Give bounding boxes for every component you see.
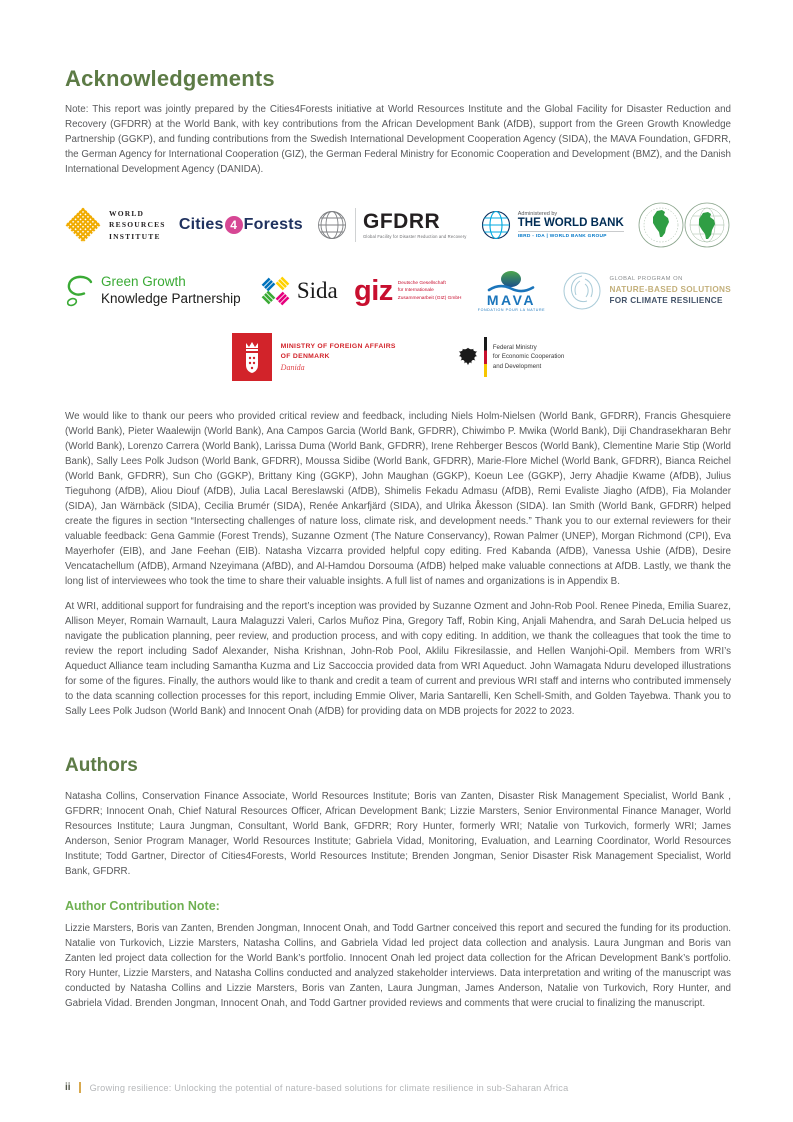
footer-divider: [79, 1082, 81, 1093]
nbs-fingerprint-globe-icon: [561, 270, 603, 312]
wri-weave-icon: [65, 207, 101, 243]
gfdrr-globe-icon: [316, 209, 348, 241]
logo-cities4forests: Cities 4 Forests: [178, 216, 303, 233]
mava-subtitle: FONDATION POUR LA NATURE: [477, 308, 546, 313]
sida-wordmark: Sida: [296, 278, 338, 303]
authors-paragraph: Natasha Collins, Conservation Finance Associate, World Resources Institute; Boris van Zanten, Disaster Risk Management Specialist, World Bank , GFDRR; Innocent Onah, Chief Natural Resources Officer, African Development Bank; Lizzie Marsters, Senior Environmental Finance Manager, World Resources Institute; Laura Jungman, Consultant, World Bank, GFDRR; Rory Hunter, formerly WRI; Natalie von Turkovich, formerly WRI; James Anderson, Senior Program Manager, World Resources Institute; Gabriela Vidad, Monitoring, Evaluation, and Learning Coordinator, World Resources Institute; Todd Gartner, Director of Cities4Forests, World Resources Institute; Brenden Jongman, Senior Disaster Risk Management Specialist, World Bank, GFDRR.: [65, 791, 731, 877]
footer-report-title: Growing resilience: Unlocking the potential of nature-based solutions for climate resilience in sub-Saharan Africa: [89, 1082, 569, 1093]
logo-sida: [257, 273, 338, 309]
danida-wordmark: MINISTRY OF FOREIGN AFFAIRS OF DENMARK Danida: [280, 343, 396, 372]
logo-afdb: [637, 201, 731, 249]
page-footer: [65, 1082, 568, 1093]
contribution-note-heading: Author Contribution Note:: [65, 899, 220, 913]
ggkp-wordmark: Green Growth Knowledge Partnership: [101, 274, 241, 306]
logo-wri: [65, 207, 166, 243]
world-bank-globe-icon: [480, 209, 512, 241]
logo-row-3: [65, 329, 731, 385]
giz-wordmark: giz: [354, 274, 393, 307]
gfdrr-divider: [355, 208, 356, 242]
logo-nbs-program: [561, 270, 731, 312]
mava-wordmark: MAVA: [486, 291, 537, 308]
bmz-eagle-icon: [456, 344, 480, 370]
ggkp-leaf-icon: [65, 274, 95, 308]
nbs-wordmark: GLOBAL PROGRAM ON NATURE-BASED SOLUTIONS FOR CLIMATE RESILIENCE: [609, 276, 731, 305]
paragraph-peers: We would like to thank our peers who provided critical review and feedback, including Niels Holm-Nielsen (World Bank, GFDRR), Francis Ghesquiere (World Bank), Pieter Waalewijn (World Bank), Ana Campos Garcia (World Bank, GFDRR), Chiwimbo P. Mwika (World Bank), Diji Chandrasekharan Behr (World Bank), Lorenzo Carrera (World Bank), Larissa Duma (World Bank, GFDRR), Irene Rehberger Bescos (World Bank), Clementine Marie Stip (World Bank), Sally Lees Polk Judson (World Bank, GFDRR), Moussa Sidibe (World Bank, GFDRR), Marie-Flore Michel (World Bank, GFDRR), Bianca Reichel (World Bank, GFDRR), Sun Cho (GGKP), Brittany King (GGKP), John Maughan (GGKP), Koeun Lee (GGKP), Jerry Ahadjie Kwame (AfDB), Julius Tieguhong (AfDB), Aliou Diouf (AfDB), Julia Lacal Bereslawski (AfDB), Shimelis Fekadu Admasu (AfDB), Remi Evaliste Jiagho (AfDB), Fia Molander (SIDA), Jan Wärnbäck (SIDA), Cecilia Brumér (SIDA), Renée Ankarfjärd (SIDA), and Ulrika Åkesson (SIDA). Ian Smith (World Bank, GFDRR) helped create the figures in section “Intersecting challenges of nature loss, climate risk, and development needs.” Thank you to our external reviewers for their valuable feedback: Gena Gammie (Forest Trends), Suzanne Ozment (The Nature Conservancy), Rowan Palmer (UNEP), Morgan Richmond (CPI), Eva Mayerhofer (EIB), and Jane Feehan (EIB). Natasha Vizcarra provided helpful copy editing. Fred Kabanda (AfDB), Vanessa Ushie (AfDB), Desire Vencatachellum (AfDB), Armand Nzeyimana (AfBD), and Al-Hamdou Dorsouma (AfDB) helped make valuable connections at AfDB. Lastly, we thank the long list of interviewees who took the time to share their valuable insights. A full list of names and organizations is in Appendix B.: [65, 411, 731, 587]
logo-mava: [478, 270, 545, 313]
note-paragraph: Note: This report was jointly prepared by the Cities4Forests initiative at World Resources Institute and the Global Facility for Disaster Reduction and Recovery (GFDRR) at the World Bank, with key contributions from the African Development Bank (AfDB), support from the Green Growth Knowledge Partnership (GGKP), and funding contributions from the Swedish International Development Cooperation Agency (SIDA), the MAVA Foundation, GFDRR, the German Agency for International Cooperation (GIZ), the German Federal Ministry for Economic Cooperation and Development (BMZ), and the Danish International Development Agency (DANIDA).: [65, 104, 731, 175]
wri-wordmark: WORLD RESOURCES INSTITUTE: [109, 208, 166, 241]
logo-ggkp: [65, 274, 241, 308]
giz-subtitle: Deutsche Gesellschaft für Internationale Zusammenarbeit (GIZ) GmbH: [397, 281, 462, 301]
danida-crest-icon: [232, 333, 272, 381]
afdb-emblems-icon: [637, 201, 731, 249]
logo-bmz: [456, 337, 565, 377]
logo-world-bank: [480, 209, 624, 241]
c4f-4-badge: 4: [225, 216, 243, 234]
sida-pinwheel-icon: [257, 273, 293, 309]
page-number: ii: [65, 1082, 71, 1093]
acknowledgement-body: [65, 409, 731, 719]
world-bank-wordmark: Administered by THE WORLD BANK IBRD - IDA | WORLD BANK GROUP: [517, 211, 624, 239]
logo-giz: [354, 274, 462, 307]
logo-gfdrr: [316, 208, 467, 242]
logo-danida: [232, 333, 396, 381]
authors-heading: Authors: [65, 755, 138, 776]
bmz-wordmark: Federal Ministry for Economic Cooperation and Development: [492, 344, 565, 370]
page-content: [65, 66, 731, 1021]
page-title: Acknowledgements: [65, 66, 275, 91]
logo-row-1: [65, 197, 731, 253]
bmz-tricolor-stripe: [484, 337, 487, 377]
gfdrr-wordmark: GFDRR Global Facility for Disaster Reduction and Recovery: [363, 210, 467, 239]
logo-row-2: [65, 263, 731, 319]
contribution-note-paragraph: Lizzie Marsters, Boris van Zanten, Brenden Jongman, Innocent Onah, and Todd Gartner conceived this report and secured the funding for its production. Natalie von Turkovich, Lizzie Marsters, Natasha Collins, and Gabriela Vidad led project data collection and analysis. Laura Jungman and Boris van Zanten led project data collection for the World Bank’s portfolio. Innocent Onah led project data collection for the African Development Bank’s portfolio. Rory Hunter, Lizzie Marsters, and Natasha Collins conducted and analyzed stakeholder interviews. Data interpretation and writing of the manuscript was conducted by Natasha Collins and Lizzie Marsters, Boris van Zanten, Laura Jungman, James Anderson, Natalie von Turkovich, Rory Hunter, and Gabriela Vidad. Brenden Jongman, Innocent Onah, and Todd Gartner provided reviews and comments that were crucial to finalizing the manuscript.: [65, 923, 731, 1009]
partner-logos: [65, 197, 731, 385]
paragraph-wri-support: At WRI, additional support for fundraising and the report’s inception was provided by Suzanne Ozment and John-Rob Pool. Renee Pineda, Emilia Suarez, Allison Meyer, Romain Warnault, Laura Malaguzzi Valeri, Carlos Muñoz Pina, Gregory Taff, Robin King, Anjali Mahendra, and Sarah DeLucia helped us navigate the publication planning, peer review, and production process, and with copy editing. In addition, we thank the colleagues that took the time to review the report including Sadof Alexander, Nisha Krishnan, John-Rob Pool, Aklilu Fikresilassie, and Hellen Wanjohi-Opil. Members from WRI’s Aqueduct Alliance team including Samantha Kuzma and Liz Saccoccia provided data from WRI Aqueduct. John Wamagata Nduru developed illustrations for some of the figures. Finally, the authors would like to thank and credit a team of current and previous WRI staff and interns who contributed immensely to the data scanning collection processes for this report, including Emmie Oliver, Maria Santarelli, Ken Schell-Smith, and Golden Tayebwa. Thank you to Sally Lees Polk Judson (World Bank) and Innocent Onah (AfDB) for providing data on MDB projects for 2022 to 2023.: [65, 601, 731, 717]
